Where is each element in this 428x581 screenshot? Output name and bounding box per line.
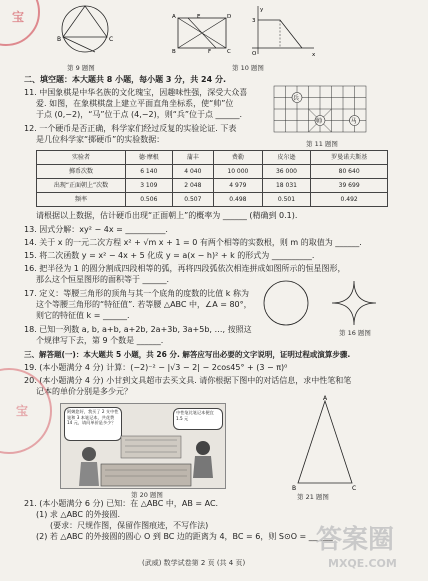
figure-10a	[172, 12, 232, 54]
table-cell: 0.506	[126, 193, 173, 207]
table-header-cell: 德·摩根	[126, 151, 173, 165]
q17-line2: 这个等腰三角形的“特征值”. 若等腰 △ABC 中，∠A = 80°，	[36, 300, 252, 309]
q12-line2: 是几位科学家“掷硬币”的实验数据：	[36, 135, 165, 144]
fig21-label-a: A	[323, 395, 328, 402]
q21-line1: 21. (本小题满分 6 分) 已知：在 △ABC 中，AB = AC.	[24, 499, 219, 508]
caption-fig20: 第 20 题图	[131, 491, 163, 499]
q21-line4: (2) 若 △ABC 的外接圆的圆心 O 到 BC 边的距离为 4，BC = 6，则 S⊙O = ______.	[36, 532, 336, 541]
q14: 14. 关于 x 的一元二次方程 x² + √m x + 1 = 0 有两个相等的实数根，则 m 的取值为 ______.	[24, 238, 362, 247]
table-header-cell: 实验者	[37, 151, 126, 165]
table-cell: 0.501	[262, 193, 311, 207]
table-header-cell: 皮尔逊	[262, 151, 311, 165]
table-header-cell: 罗曼诺夫斯基	[311, 151, 388, 165]
table-header-cell: 蒲丰	[172, 151, 213, 165]
figure-16	[260, 277, 390, 329]
caption-fig21: 第 21 题图	[297, 493, 329, 501]
q11-line1: 11. 中国象棋是中华名族的文化瑰宝，因趣味性强，深受大众喜	[24, 88, 248, 97]
fig10-label-a: A	[172, 14, 176, 20]
table-row	[37, 151, 388, 165]
fig10-label-f: F	[208, 49, 212, 54]
table-cell: 80 640	[311, 165, 388, 179]
piece-ma-label: 马	[350, 118, 357, 125]
fig10-label-b: B	[172, 49, 176, 54]
table-cell: 10 000	[214, 165, 263, 179]
fig10-label-d: D	[227, 14, 232, 20]
table-cell: 2 048	[172, 179, 213, 193]
caption-fig16: 第 16 题图	[339, 329, 371, 337]
figure-21-triangle	[292, 395, 358, 491]
table-row	[37, 165, 388, 179]
fig10-label-c: C	[227, 49, 231, 54]
table-header-cell: 费勒	[214, 151, 263, 165]
figure-10b	[250, 4, 318, 60]
piece-shuai-label: 帅	[316, 118, 323, 125]
q13: 13. 因式分解：xy² − 4x = __________.	[24, 225, 168, 234]
fig10-tick-3: 3	[252, 18, 256, 24]
fig9-label-c: C	[109, 36, 114, 43]
coin-experiment-table	[36, 150, 388, 207]
figure-9	[55, 3, 115, 61]
stamp-top-text: 宝	[12, 10, 25, 24]
table-cell: 18 031	[262, 179, 311, 193]
section-3-heading: 三、解答题(一)：本大题共 5 小题，共 26 分. 解答应写出必要的文字说明，证明过程或演算步骤.	[24, 350, 351, 359]
q11-line2: 爱. 如图，在象棋棋盘上建立平面直角坐标系，使“帅”位	[36, 99, 234, 108]
q16-line1: 16. 把半径为 1 的圆分割成四段相等的弧，再将四段弧依次相连拼成如图所示的恒星图形，	[24, 264, 346, 273]
q20-line2: 记本的单价分别是多少元？	[36, 387, 132, 396]
q12-answer-line: 请根据以上数据，估计硬币出现“正面朝上”的概率为 ______ (精确到 0.1).	[36, 211, 298, 220]
q18-line2: 个规律写下去，第 9 个数是 ______.	[36, 336, 164, 345]
table-cell: 0.507	[172, 193, 213, 207]
watermark-cn: 答案圈	[316, 525, 395, 555]
q21-line2: (1) 求 △ABC 的外接圆.	[36, 510, 121, 519]
fig10-axis-y: y	[260, 7, 264, 13]
q12-line1: 12. 一个硬币是否正确，科学家们经过反复的实验论证. 下表	[24, 124, 237, 133]
table-cell: 4 040	[172, 165, 213, 179]
q16-line2: 那么这个恒星图形的面积等于 ______.	[36, 275, 170, 284]
fig10-origin: O	[252, 51, 257, 57]
table-cell: 0.492	[311, 193, 388, 207]
watermark-url: MXQE.COM	[328, 557, 397, 570]
page-footer: (武威) 数学试卷第 2 页 (共 4 页)	[142, 559, 246, 567]
caption-fig10: 第 10 题图	[232, 64, 264, 72]
q17-line1: 17. 定义：等腰三角形的顶角与其一个底角的度数的比值 k 称为	[24, 289, 249, 298]
section-2-heading: 二、填空题：本大题共 8 小题，每小题 3 分，共 24 分.	[24, 75, 227, 84]
q20-line1: 20. (本小题满分 4 分) 小甘到文具超市去买文具. 请你根据下图中的对话信息，求中性笔和笔	[24, 376, 352, 385]
q11-line3: 于点 (0,−2)，“马”位于点 (4,−2)，则“兵”位于点 ______.	[36, 110, 243, 119]
fig10-axis-x: x	[312, 52, 316, 58]
table-cell: 6 140	[126, 165, 173, 179]
table-row	[37, 193, 388, 207]
q15: 15. 将二次函数 y = x² − 4x + 5 化成 y = a(x − h)² + k 的形式为 __________.	[24, 251, 315, 260]
table-cell: 4 979	[214, 179, 263, 193]
table-cell: 3 109	[126, 179, 173, 193]
table-cell: 36 000	[262, 165, 311, 179]
stamp-bottom-text: 宝	[16, 404, 29, 418]
q17-line3: 则它的特征值 k = ______.	[36, 311, 130, 320]
q18-line1: 18. 已知一列数 a, b, a+b, a+2b, 2a+3b, 3a+5b, …, 按照这	[24, 325, 252, 334]
shop-scene	[61, 434, 225, 488]
fig10-label-e: E	[197, 14, 201, 20]
fig21-label-c: C	[352, 485, 357, 491]
q21-line3: (要求：尺规作图，保留作图痕迹，不写作法)	[50, 521, 209, 530]
fig21-label-b: B	[292, 485, 297, 491]
speech-bubble-clerk: 中性笔比笔记本便宜 1.5 元	[173, 408, 223, 430]
stamp-top-left	[0, 0, 40, 46]
table-cell: 0.498	[214, 193, 263, 207]
table-cell: 频率	[37, 193, 126, 207]
figure-20-illustration	[60, 403, 226, 489]
table-row	[37, 179, 388, 193]
piece-bing-label: 兵	[293, 95, 300, 102]
table-cell: 出现“正面朝上”次数	[37, 179, 126, 193]
q19: 19. (本小题满分 4 分) 计算：(−2)⁻² − |√3 − 2| − 2cos45° + (3 − π)⁰	[24, 363, 288, 372]
fig9-label-b: B	[57, 36, 62, 43]
table-cell: 39 699	[311, 179, 388, 193]
caption-fig11: 第 11 题图	[306, 140, 338, 148]
table-cell: 掷币次数	[37, 165, 126, 179]
caption-fig9: 第 9 题图	[67, 64, 95, 72]
figure-11-chessboard	[270, 82, 370, 138]
speech-bubble-girl: 阿姨您好，我买了 2 支中性笔和 3 本笔记本，共花费 14 元，请问单价是多少？	[64, 407, 122, 441]
